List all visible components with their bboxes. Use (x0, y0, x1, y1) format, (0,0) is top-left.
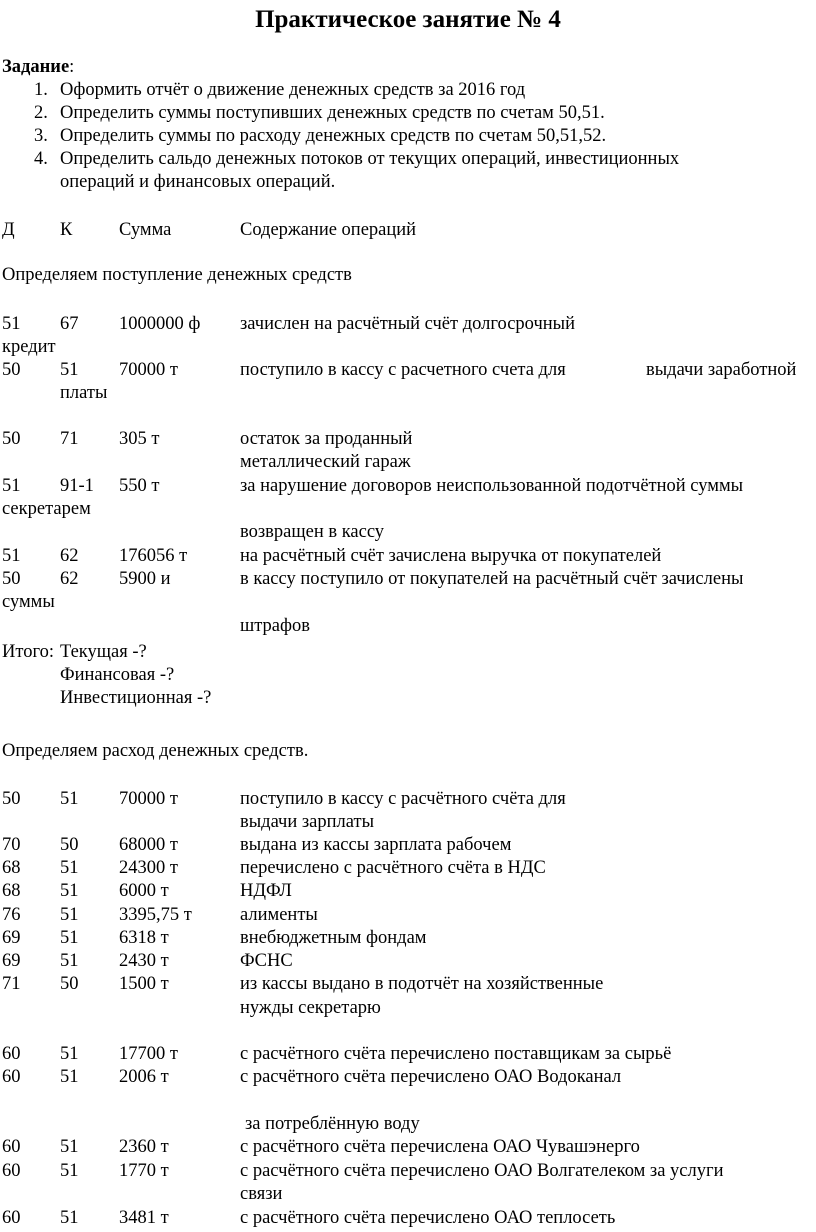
entry-credit: 51 (60, 1137, 79, 1157)
entry-text-continuation: штрафов (240, 616, 310, 636)
entry-debit: 51 (2, 314, 21, 334)
entry-text-wrap: платы (60, 383, 108, 403)
entry-text: в кассу поступило от покупателей на расчётный счёт зачислены (240, 569, 744, 589)
entry-text: поступило в кассу с расчетного счета для (240, 360, 566, 380)
entry-sum: 2360 т (119, 1137, 169, 1157)
entry-text: из кассы выдано в подотчёт на хозяйственные (240, 974, 604, 994)
entry-credit: 51 (60, 1067, 79, 1087)
entry-credit: 51 (60, 1161, 79, 1181)
entry-credit: 51 (60, 360, 79, 380)
task-heading-line (2, 56, 74, 78)
entry-sum: 17700 т (119, 1044, 178, 1064)
entry-credit: 62 (60, 546, 79, 566)
task-item-num: 4. (34, 149, 48, 169)
entry-credit: 51 (60, 951, 79, 971)
entry-debit: 76 (2, 905, 21, 925)
entry-credit: 67 (60, 314, 79, 334)
entry-credit: 51 (60, 905, 79, 925)
entry-debit: 50 (2, 360, 21, 380)
entry-sum: 24300 т (119, 858, 178, 878)
entry-credit: 51 (60, 1208, 79, 1228)
task-heading: Задание (2, 57, 70, 77)
entry-sum: 3395,75 т (119, 905, 192, 925)
entry-text: остаток за проданный (240, 429, 413, 449)
entry-credit: 51 (60, 928, 79, 948)
entry-sum: 6318 т (119, 928, 169, 948)
entry-sum: 1500 т (119, 974, 169, 994)
entry-credit: 51 (60, 881, 79, 901)
entry-text-continuation: нужды секретарю (240, 998, 381, 1018)
entry-text: алименты (240, 905, 318, 925)
entry-debit: 69 (2, 928, 21, 948)
entry-sum: 2430 т (119, 951, 169, 971)
entry-text: ФСНС (240, 951, 293, 971)
entry-debit: 60 (2, 1137, 21, 1157)
entry-text-continuation: металлический гараж (240, 452, 411, 472)
entry-sum: 1770 т (119, 1161, 169, 1181)
entry-text-continuation: возвращен в кассу (240, 522, 385, 542)
entry-credit: 51 (60, 858, 79, 878)
entry-credit: 50 (60, 974, 79, 994)
entry-text: с расчётного счёта перечислена ОАО Чувашэнерго (240, 1137, 640, 1157)
entry-text: с расчётного счёта перечислено поставщикам за сырьё (240, 1044, 672, 1064)
entry-sum: 6000 т (119, 881, 169, 901)
task-item-num: 2. (34, 103, 48, 123)
totals-investment: Инвестиционная -? (60, 688, 212, 708)
entry-text-continuation: за потреблённую воду (245, 1114, 420, 1134)
entry-debit: 50 (2, 789, 21, 809)
entry-sum: 68000 т (119, 835, 178, 855)
entry-text-wrap: кредит (2, 337, 56, 357)
income-heading: Определяем поступление денежных средств (2, 265, 352, 285)
entry-debit: 60 (2, 1161, 21, 1181)
entry-text-wrap: секретарем (2, 499, 91, 519)
entry-credit: 50 (60, 835, 79, 855)
entry-text: НДФЛ (240, 881, 292, 901)
entry-sum: 2006 т (119, 1067, 169, 1087)
entry-text: выдана из кассы зарплата рабочем (240, 835, 512, 855)
column-header-k: К (60, 220, 73, 240)
expense-heading: Определяем расход денежных средств. (2, 741, 309, 761)
entry-text-continuation: связи (240, 1184, 283, 1204)
entry-sum: 1000000 ф (119, 314, 201, 334)
column-header-d: Д (2, 220, 15, 240)
entry-sum: 550 т (119, 476, 160, 496)
column-header-content: Содержание операций (240, 220, 417, 240)
entry-debit: 69 (2, 951, 21, 971)
task-item-text: Оформить отчёт о движение денежных средств за 2016 год (60, 80, 526, 100)
entry-debit: 68 (2, 881, 21, 901)
entry-debit: 60 (2, 1067, 21, 1087)
entry-text: внебюджетным фондам (240, 928, 427, 948)
entry-text: с расчётного счёта перечислено ОАО Волгателеком за услуги (240, 1161, 724, 1181)
totals-financial: Финансовая -? (60, 665, 175, 685)
entry-sum: 305 т (119, 429, 160, 449)
task-item-num: 1. (34, 80, 48, 100)
entry-sum: 70000 т (119, 360, 178, 380)
entry-sum: 176056 т (119, 546, 188, 566)
task-item-continuation: операций и финансовых операций. (60, 172, 336, 192)
entry-sum: 5900 и (119, 569, 171, 589)
entry-text: перечислено с расчётного счёта в НДС (240, 858, 546, 878)
entry-debit: 71 (2, 974, 21, 994)
task-item-num: 3. (34, 126, 48, 146)
task-item-text: Определить суммы поступивших денежных средств по счетам 50,51. (60, 103, 605, 123)
task-heading-colon: : (69, 57, 75, 77)
entry-text: зачислен на расчётный счёт долгосрочный (240, 314, 575, 334)
entry-debit: 70 (2, 835, 21, 855)
entry-credit: 71 (60, 429, 79, 449)
entry-debit: 50 (2, 429, 21, 449)
entry-debit: 51 (2, 546, 21, 566)
entry-credit: 51 (60, 1044, 79, 1064)
entry-debit: 60 (2, 1208, 21, 1228)
entry-credit: 62 (60, 569, 79, 589)
task-item-text: Определить суммы по расходу денежных средств по счетам 50,51,52. (60, 126, 607, 146)
entry-debit: 68 (2, 858, 21, 878)
entry-text: поступило в кассу с расчётного счёта для (240, 789, 566, 809)
entry-debit: 60 (2, 1044, 21, 1064)
entry-text: с расчётного счёта перечислено ОАО Водоканал (240, 1067, 622, 1087)
entry-text: с расчётного счёта перечислено ОАО теплосеть (240, 1208, 616, 1228)
entry-debit: 50 (2, 569, 21, 589)
entry-sum: 3481 т (119, 1208, 169, 1228)
entry-text-wrap: суммы (2, 592, 55, 612)
totals-label: Итого: (2, 642, 54, 662)
column-header-sum: Сумма (119, 220, 172, 240)
entry-sum: 70000 т (119, 789, 178, 809)
entry-text: за нарушение договоров неиспользованной подотчётной суммы (240, 476, 744, 496)
page-title: Практическое занятие № 4 (255, 6, 561, 33)
entry-text: на расчётный счёт зачислена выручка от покупателей (240, 546, 662, 566)
task-item-text: Определить сальдо денежных потоков от текущих операций, инвестиционных (60, 149, 680, 169)
entry-credit: 51 (60, 789, 79, 809)
entry-credit: 91-1 (60, 476, 94, 496)
entry-text-part2: выдачи заработной (646, 360, 797, 380)
entry-debit: 51 (2, 476, 21, 496)
totals-current: Текущая -? (60, 642, 147, 662)
entry-text-continuation: выдачи зарплаты (240, 812, 375, 832)
